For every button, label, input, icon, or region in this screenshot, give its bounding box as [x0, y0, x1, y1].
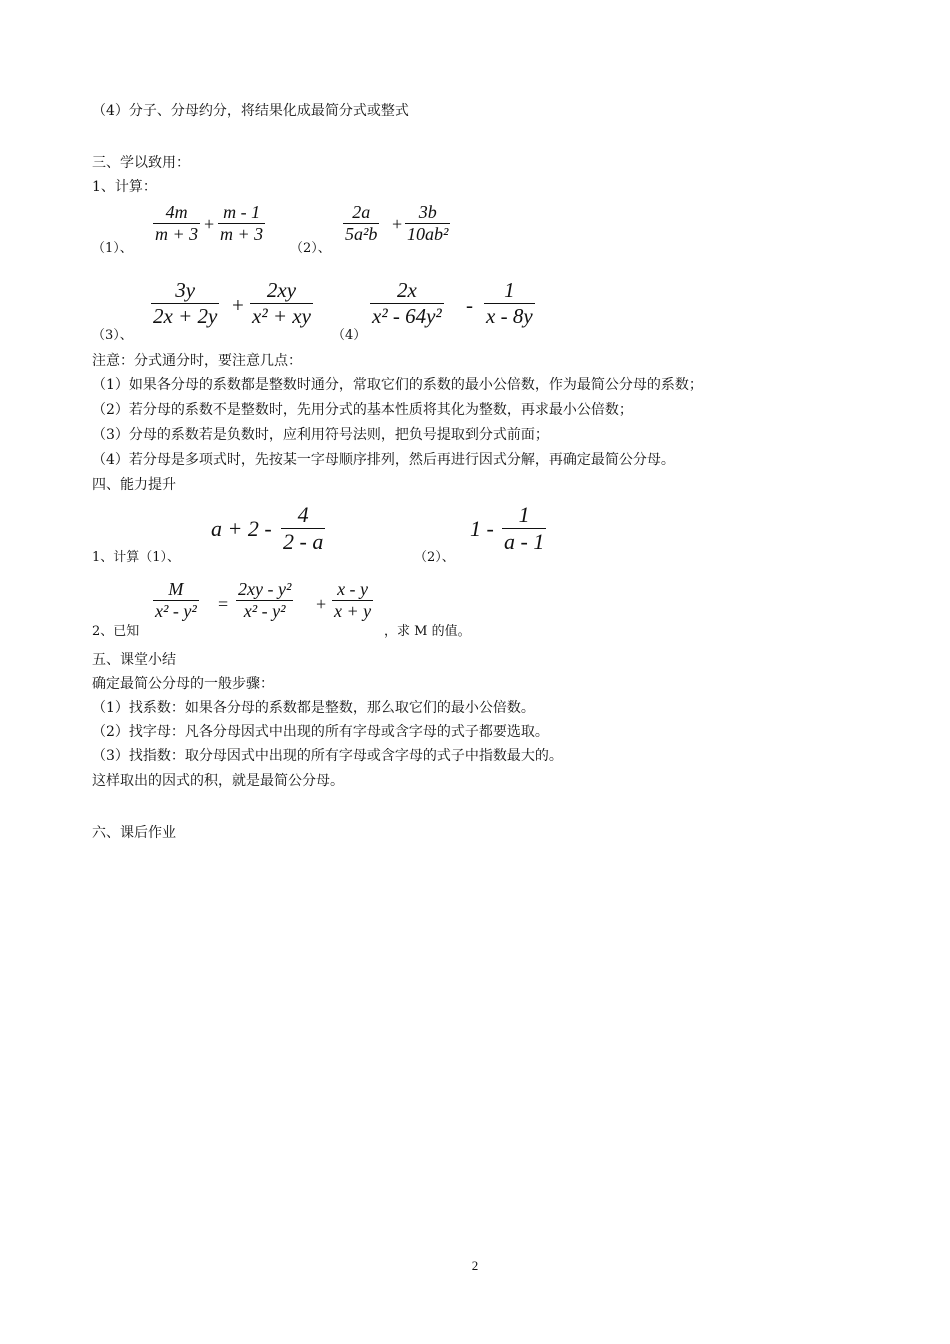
problem-4-label: （4）	[332, 328, 367, 343]
fraction-denominator: 5a²b	[345, 224, 378, 244]
equals-operator: =	[218, 594, 229, 614]
calc-heading: 1、计算：	[92, 179, 157, 195]
fraction-numerator: 1	[504, 278, 515, 302]
step-4-text: （4）分子、分母约分，将结果化成最简分式或整式	[92, 103, 409, 119]
plus-operator: +	[392, 214, 403, 234]
problem-1-fraction-1	[153, 202, 200, 245]
section-3-heading: 三、学以致用：	[92, 155, 190, 171]
plus-operator: +	[316, 594, 327, 614]
fraction-numerator: 2xy - y²	[238, 579, 292, 599]
fraction-numerator: x - y	[337, 579, 369, 599]
summary-intro: 确定最简公分母的一般步骤：	[92, 676, 274, 692]
fraction-numerator: 2x	[396, 278, 417, 302]
fraction-denominator: a - 1	[504, 529, 545, 554]
problem-3-fraction-1	[151, 278, 219, 329]
fraction-numerator: 2xy	[266, 278, 297, 302]
q1b-expression: 1 -	[470, 516, 494, 541]
q1-fraction	[281, 502, 325, 555]
section-5-heading: 五、课堂小结	[92, 652, 176, 668]
note-3: （3）分母的系数若是负数时，应利用符号法则，把负号提取到分式前面；	[92, 427, 549, 443]
q2-label: 2、已知	[92, 624, 140, 639]
summary-step-3: （3）找指数：取分母因式中出现的所有字母或含字母的式子中指数最大的。	[92, 748, 563, 764]
fraction-denominator: x² - 64y²	[372, 304, 442, 328]
problem-2-fraction-1	[343, 202, 379, 245]
problem-1-label: （1）、	[92, 241, 133, 256]
problem-3-fraction-2	[250, 278, 313, 329]
notes-title: 注意：分式通分时，要注意几点：	[92, 353, 302, 369]
fraction-numerator: 1	[518, 502, 530, 527]
summary-step-1: （1）找系数：如果各分母的系数都是整数，那么取它们的最小公倍数。	[92, 700, 535, 716]
problem-4-fraction-1	[370, 278, 444, 329]
section-6-heading: 六、课后作业	[92, 825, 176, 841]
fraction-numerator: 2a	[352, 202, 371, 222]
problem-1-fraction-2	[218, 202, 265, 245]
fraction-numerator: M	[168, 579, 184, 599]
summary-conclusion: 这样取出的因式的积，就是最简公分母。	[92, 773, 344, 789]
q2-fraction-2	[332, 579, 373, 622]
fraction-denominator: 10ab²	[407, 224, 449, 244]
summary-step-2: （2）找字母：凡各分母因式中出现的所有字母或含字母的式子都要选取。	[92, 724, 549, 740]
fraction-denominator: 2x + 2y	[153, 304, 218, 328]
problem-2-label: （2）、	[290, 241, 331, 256]
minus-operator: -	[466, 293, 473, 317]
note-2: （2）若分母的系数不是整数时，先用分式的基本性质将其化为整数，再求最小公倍数；	[92, 402, 633, 418]
q1-label: 1、计算（1）、	[92, 550, 181, 565]
q2-lhs-fraction	[153, 579, 199, 622]
fraction-denominator: m + 3	[155, 224, 199, 244]
plus-operator: +	[232, 293, 244, 317]
fraction-denominator: x² + xy	[252, 304, 311, 328]
q1b-fraction	[502, 502, 546, 555]
note-4: （4）若分母是多项式时，先按某一字母顺序排列，然后再进行因式分解，再确定最简公分母。	[92, 452, 675, 468]
q2-fraction-1	[236, 579, 293, 622]
problem-2-fraction-2	[405, 202, 450, 245]
problem-3-label: （3）、	[92, 328, 133, 343]
fraction-denominator: x² - y²	[243, 601, 286, 621]
section-4-heading: 四、能力提升	[92, 477, 176, 493]
note-1: （1）如果各分母的系数都是整数时通分，常取它们的系数的最小公倍数，作为最简公分母的系数；	[92, 377, 703, 393]
q1b-label: （2）、	[414, 550, 455, 565]
fraction-denominator: x - 8y	[486, 304, 533, 328]
q1-expression-a: a + 2 -	[211, 516, 272, 541]
fraction-denominator: 2 - a	[283, 529, 324, 554]
fraction-denominator: m + 3	[220, 224, 264, 244]
plus-operator: +	[204, 214, 215, 234]
fraction-numerator: 3b	[418, 202, 437, 222]
fraction-numerator: 4	[297, 502, 309, 527]
q2-tail: ，求 M 的值。	[384, 624, 471, 639]
problem-4-fraction-2	[484, 278, 535, 329]
page-number: 2	[471, 1258, 479, 1273]
fraction-numerator: 3y	[175, 278, 196, 302]
fraction-numerator: 4m	[165, 202, 188, 222]
fraction-denominator: x + y	[334, 601, 372, 621]
fraction-denominator: x² - y²	[155, 601, 197, 621]
fraction-numerator: m - 1	[223, 202, 261, 222]
